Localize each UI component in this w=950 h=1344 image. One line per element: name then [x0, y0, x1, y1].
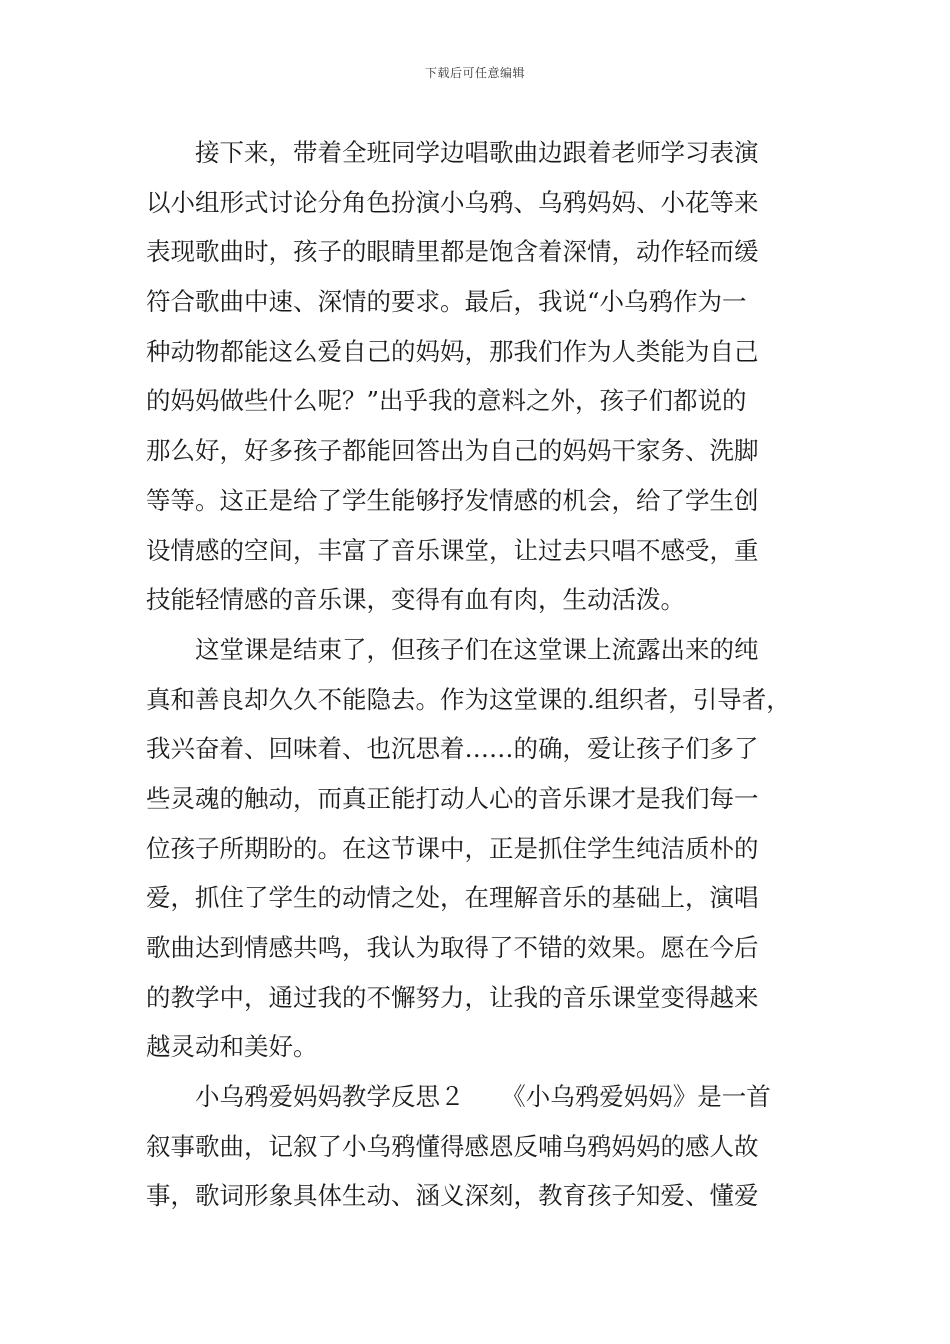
paragraph-2-line-1: 这堂课是结束了，但孩子们在这堂课上流露出来的纯: [195, 634, 759, 664]
paragraph-2-line-7: 歌曲达到情感共鸣，我认为取得了不错的效果。愿在今后: [146, 933, 759, 962]
paragraph-1-line-6: 的妈妈做些什么呢？”出乎我的意料之外，孩子们都说的: [146, 386, 747, 416]
paragraph-3-line-3: 事，歌词形象具体生动、涵义深刻，教育孩子知爱、懂爱: [146, 1181, 759, 1211]
paragraph-3-line-1: 小乌鸦爱妈妈教学反思２ 《小乌鸦爱妈妈》是一首: [195, 1082, 771, 1112]
paragraph-1-line-7: 那么好，好多孩子都能回答出为自己的妈妈干家务、洗脚: [146, 436, 759, 466]
paragraph-2-line-5: 位孩子所期盼的。在这节课中，正是抓住学生纯洁质朴的: [146, 833, 759, 863]
paragraph-1-line-3: 表现歌曲时，孩子的眼睛里都是饱含着深情，动作轻而缓: [146, 237, 759, 267]
paragraph-1-line-5: 种动物都能这么爱自己的妈妈，那我们作为人类能为自己: [146, 336, 759, 366]
paragraph-2-line-9: 越灵动和美好。: [146, 1032, 318, 1062]
paragraph-1-line-8: 等等。这正是给了学生能够抒发情感的机会，给了学生创: [146, 485, 759, 515]
paragraph-2-line-4: 些灵魂的触动，而真正能打动人心的音乐课才是我们每一: [146, 783, 759, 813]
paragraph-1-line-1: 接下来，带着全班同学边唱歌曲边跟着老师学习表演: [195, 138, 759, 167]
paragraph-2-line-2: 真和善良却久久不能隐去。作为这堂课的.组织者，引导者，: [146, 684, 791, 714]
document-body: [146, 128, 826, 1221]
paragraph-2-line-8: 的教学中，通过我的不懈努力，让我的音乐课堂变得越来: [146, 982, 759, 1012]
page-header: 下载后可任意编辑: [424, 66, 525, 80]
paragraph-1-line-10: 技能轻情感的音乐课，变得有血有肉，生动活泼。: [146, 585, 685, 615]
paragraph-3-line-2: 叙事歌曲，记叙了小乌鸦懂得感恩反哺乌鸦妈妈的感人故: [146, 1131, 759, 1161]
paragraph-1-line-4: 符合歌曲中速、深情的要求。最后，我说“小乌鸦作为一: [146, 287, 747, 317]
paragraph-1-line-2: 以小组形式讨论分角色扮演小乌鸦、乌鸦妈妈、小花等来: [146, 187, 759, 217]
paragraph-2-line-6: 爱，抓住了学生的动情之处，在理解音乐的基础上，演唱: [146, 883, 759, 913]
paragraph-2-line-3: 我兴奋着、回味着、也沉思着……的确，爱让孩子们多了: [146, 734, 759, 764]
paragraph-1-line-9: 设情感的空间，丰富了音乐课堂，让过去只唱不感受，重: [146, 535, 759, 565]
